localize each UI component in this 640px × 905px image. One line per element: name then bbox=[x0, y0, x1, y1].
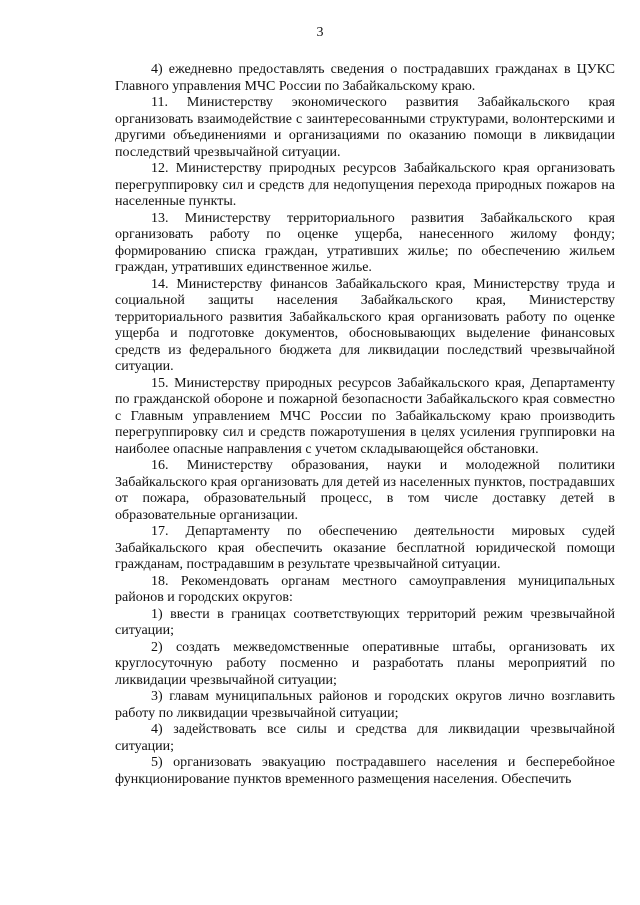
paragraph-16: 16. Министерству образования, науки и молодежной политики Забайкальского края организовать для детей из населенных пунктов, пострадавших от пожара, образовательный процесс, в том числе доставку детей в образовательные организации. bbox=[115, 458, 615, 523]
paragraph-18-item-1: 1) ввести в границах соответствующих территорий режим чрезвычайной ситуации; bbox=[115, 606, 615, 638]
paragraph-13: 13. Министерству территориального развития Забайкальского края организовать работу по оценке ущерба, нанесенного жилому фонду; формированию списка граждан, утративших жилье; по обеспечению жильем граждан, утративших единственное жилье. bbox=[115, 210, 615, 275]
paragraph-18-item-3: 3) главам муниципальных районов и городских округов лично возглавить работу по ликвидации чрезвычайной ситуации; bbox=[115, 689, 615, 721]
paragraph-18-item-2: 2) создать межведомственные оперативные штабы, организовать их круглосуточную работу посменно и разработать планы мероприятий по ликвидации чрезвычайной ситуации; bbox=[115, 639, 615, 688]
paragraph-18-item-5: 5) организовать эвакуацию пострадавшего населения и бесперебойное функционирование пунктов временного размещения населения. Обеспечить bbox=[115, 755, 615, 787]
paragraph-item-4: 4) ежедневно предоставлять сведения о пострадавших гражданах в ЦУКС Главного управления МЧС России по Забайкальскому краю. bbox=[115, 62, 615, 94]
paragraph-17: 17. Департаменту по обеспечению деятельности мировых судей Забайкальского края обеспечить оказание бесплатной юридической помощи гражданам, пострадавшим в результате чрезвычайной ситуации. bbox=[115, 524, 615, 572]
document-body bbox=[115, 62, 615, 788]
page-number: 3 bbox=[316, 25, 324, 40]
paragraph-14: 14. Министерству финансов Забайкальского края, Министерству труда и социальной защиты населения Забайкальского края, Министерству территориального развития Забайкальского края организовать работу по оценке ущерба и подготовке документов, обосновывающих выделение финансовых средств из федерального бюджета для ликвидации последствий чрезвычайной ситуации. bbox=[115, 276, 615, 374]
paragraph-12: 12. Министерству природных ресурсов Забайкальского края организовать перегруппировку сил и средств для недопущения перехода природных пожаров на населенные пункты. bbox=[115, 161, 615, 209]
paragraph-11: 11. Министерству экономического развития Забайкальского края организовать взаимодействие с заинтересованными структурами, волонтерскими и другими объединениями и организациями по оказанию помощи в ликвидации последствий чрезвычайной ситуации. bbox=[115, 95, 615, 160]
paragraph-18: 18. Рекомендовать органам местного самоуправления муниципальных районов и городских округов: bbox=[115, 573, 615, 605]
paragraph-15: 15. Министерству природных ресурсов Забайкальского края, Департаменту по гражданской обороне и пожарной безопасности Забайкальского края совместно с Главным управлением МЧС России по Забайкальскому краю производить перегруппировку сил и средств пожаротушения в целях усиления группировки на наиболее опасные направления с учетом складывающейся обстановки. bbox=[115, 375, 615, 457]
paragraph-18-item-4: 4) задействовать все силы и средства для ликвидации чрезвычайной ситуации; bbox=[115, 722, 615, 754]
